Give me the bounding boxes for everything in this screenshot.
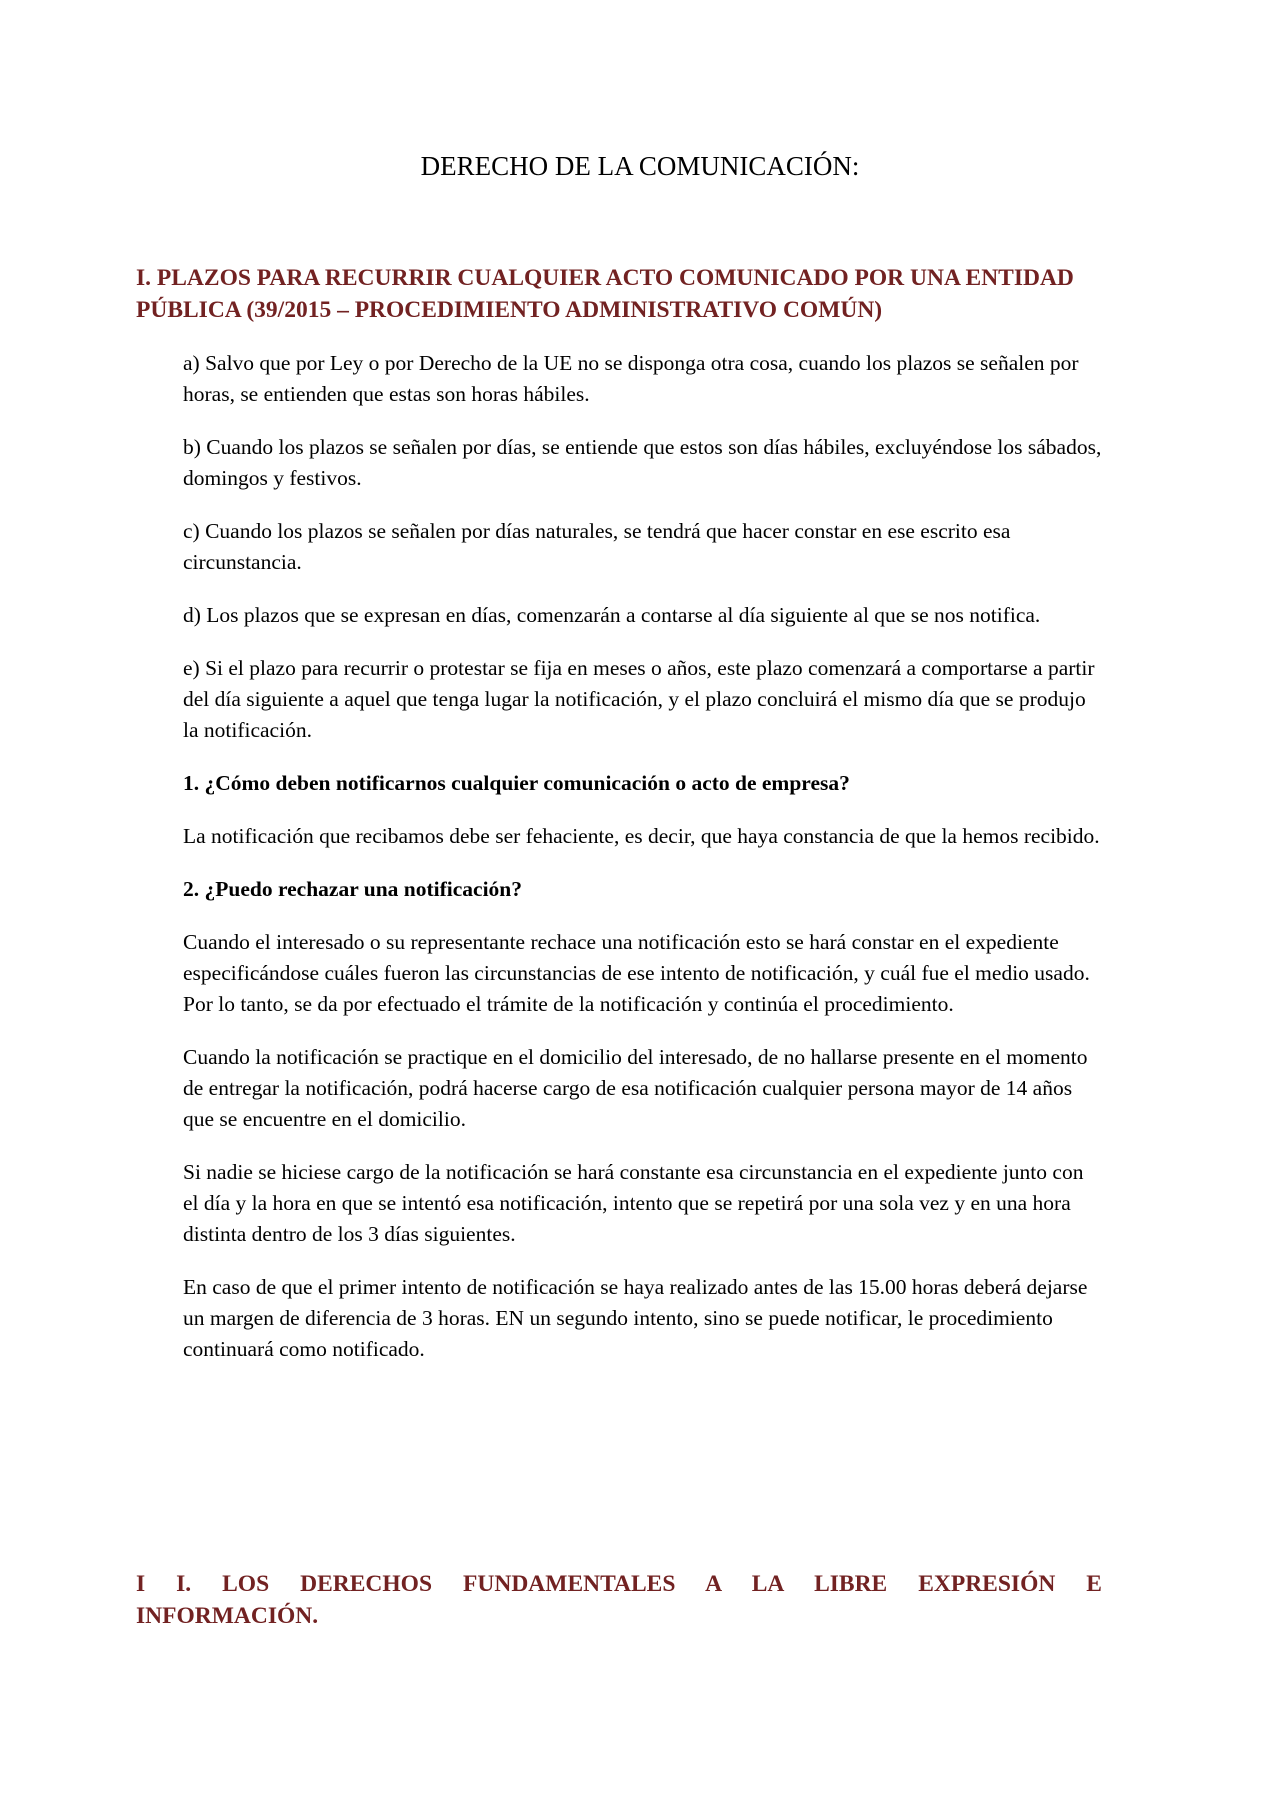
paragraph-c-dias-naturales: c) Cuando los plazos se señalen por días naturales, se tendrá que hacer constar en ese escrito esa circunstancia.	[183, 519, 1011, 574]
question-rechazar: 2. ¿Puedo rechazar una notificación?	[183, 877, 523, 901]
paragraph-d-computo: d) Los plazos que se expresan en días, comenzarán a contarse al día siguiente al que se nos notifica.	[183, 603, 1041, 627]
paragraph-domicilio: Cuando la notificación se practique en el domicilio del interesado, de no hallarse presente en el momento de entregar la notificación, podrá hacerse cargo de esa notificación cualquier persona mayor de 14 años que se encuentre en el domicilio.	[183, 1045, 1088, 1131]
section-heading-plazos: I. PLAZOS PARA RECURRIR CUALQUIER ACTO COMUNICADO POR UNA ENTIDAD PÚBLICA (39/2015 – PROCEDIMIENTO ADMINISTRATIVO COMÚN)	[136, 265, 1074, 323]
paragraph-a-horas: a) Salvo que por Ley o por Derecho de la UE no se disponga otra cosa, cuando los plazos se señalen por horas, se entienden que estas son horas hábiles.	[183, 351, 1079, 406]
document-title: DERECHO DE LA COMUNICACIÓN:	[420, 151, 860, 181]
paragraph-rechazo: Cuando el interesado o su representante rechace una notificación esto se hará constar en el expediente especificándose cuáles fueron las circunstancias de ese intento de notificación, y cuál fue el medio usado. Por lo tanto, se da por efectuado el trámite de la notificación y continúa el procedimiento.	[183, 930, 1090, 1016]
paragraph-fehaciente: La notificación que recibamos debe ser fehaciente, es decir, que haya constancia de que la hemos recibido.	[183, 824, 1100, 848]
paragraph-e-meses: e) Si el plazo para recurrir o protestar se fija en meses o años, este plazo comenzará a comportarse a partir del día siguiente a aquel que tenga lugar la notificación, y el plazo concluirá el mismo día que se produjo la notificación.	[183, 656, 1095, 742]
question-como-notificar: 1. ¿Cómo deben notificarnos cualquier comunicación o acto de empresa?	[183, 771, 850, 795]
paragraph-margen: En caso de que el primer intento de notificación se haya realizado antes de las 15.00 horas deberá dejarse un margen de diferencia de 3 horas. EN un segundo intento, sino se puede notificar, le procedimiento continuará como notificado.	[183, 1275, 1088, 1361]
paragraph-b-dias: b) Cuando los plazos se señalen por días, se entiende que estos son días hábiles, excluyéndose los sábados, domingos y festivos.	[183, 435, 1102, 490]
section-body-plazos	[183, 348, 1103, 1387]
section-heading-derechos: I I. LOS DERECHOS FUNDAMENTALES A LA LIBRE EXPRESIÓN E INFORMACIÓN.	[136, 1571, 1102, 1629]
paragraph-intento: Si nadie se hiciese cargo de la notificación se hará constante esa circunstancia en el expediente junto con el día y la hora en que se intentó esa notificación, intento que se repetirá por una sola vez y en una hora distinta dentro de los 3 días siguientes.	[183, 1160, 1084, 1246]
